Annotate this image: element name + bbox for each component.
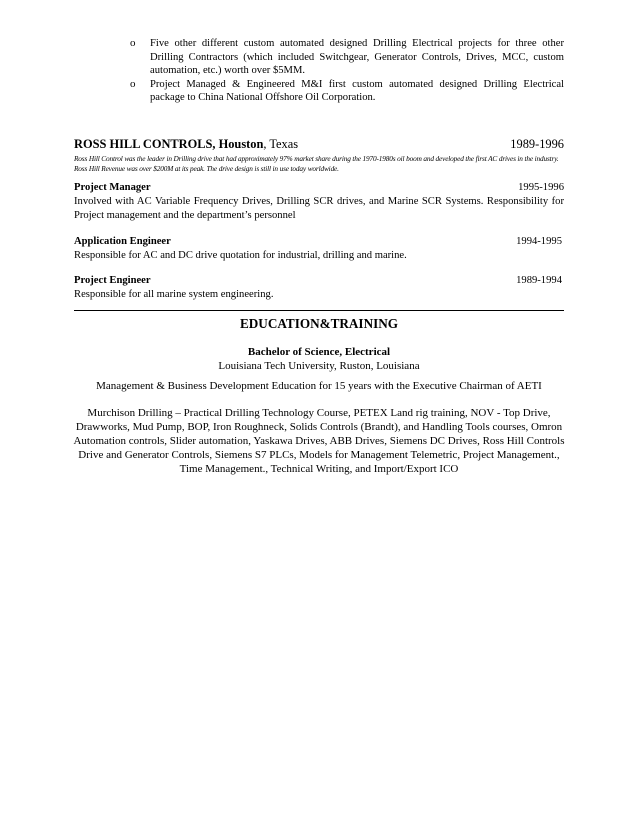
education-heading: EDUCATION&TRAINING xyxy=(239,316,399,331)
project-bullet-list xyxy=(124,37,564,105)
role-description: Responsible for all marine system engineering. xyxy=(74,289,274,300)
role-description: Responsible for AC and DC drive quotation for industrial, drilling and marine. xyxy=(74,250,407,261)
role-title: Project Manager xyxy=(74,182,151,193)
role-header xyxy=(74,235,564,249)
company-dates: 1989-1996 xyxy=(510,137,564,151)
company-location: , Texas xyxy=(263,137,299,151)
role-title: Application Engineer xyxy=(74,236,171,247)
bullet-item xyxy=(124,37,564,78)
role-dates: 1995-1996 xyxy=(518,182,564,193)
bullet-marker: o xyxy=(130,37,136,49)
bullet-text: Project Managed & Engineered M&I first custom automated designed Drilling Electrical package to China National Offshore Oil Corporation. xyxy=(150,78,564,104)
company-header xyxy=(74,137,564,152)
school: Louisiana Tech University, Ruston, Louisiana xyxy=(218,360,420,372)
management-education: Management & Business Development Education for 15 years with the Executive Chairman of AETI xyxy=(96,380,542,392)
role-title: Project Engineer xyxy=(74,275,151,286)
role-header xyxy=(74,181,564,195)
bullet-item xyxy=(124,78,564,105)
training-courses: Murchison Drilling – Practical Drilling Technology Course, PETEX Land rig training, NOV - Top Drive, Drawworks, Mud Pump, BOP, Iron Roughneck, Solids Controls (Brandt), and Handling Tools courses, Omron Automation controls, Slider automation, Yaskawa Drives, ABB Drives, Siemens DC Drives, Ross Hill Controls Drive and Generator Controls, Siemens S7 PLCs, Models for Management Telemetric, Project Management., Time Management., Technical Writing, and Import/Export ICO xyxy=(73,407,565,475)
degree: Bachelor of Science, Electrical xyxy=(247,346,391,358)
role-dates: 1994-1995 xyxy=(516,236,562,247)
company-name: ROSS HILL CONTROLS, Houston xyxy=(74,137,264,151)
company-blurb: Ross Hill Control was the leader in Drilling drive that had approximately 97% market share during the 1970-1980s oil boom and developed the first AC drives in the industry. Ross Hill Revenue was over $200M at its peak. The drive design is still in use today worldwide. xyxy=(74,154,559,173)
role-header xyxy=(74,274,564,288)
bullet-marker: o xyxy=(130,77,136,90)
role-description: Involved with AC Variable Frequency Drives, Drilling SCR drives, and Marine SCR Systems. Responsibility for Project management and the department’s personnel xyxy=(74,196,564,221)
bullet-text: Five other different custom automated designed Drilling Electrical projects for three other Drilling Contractors (which included Switchgear, Generator Controls, Drives, MCC, custom automation, etc.) worth over $5MM. xyxy=(150,38,564,77)
role-dates: 1989-1994 xyxy=(516,275,562,286)
section-divider xyxy=(74,310,564,311)
